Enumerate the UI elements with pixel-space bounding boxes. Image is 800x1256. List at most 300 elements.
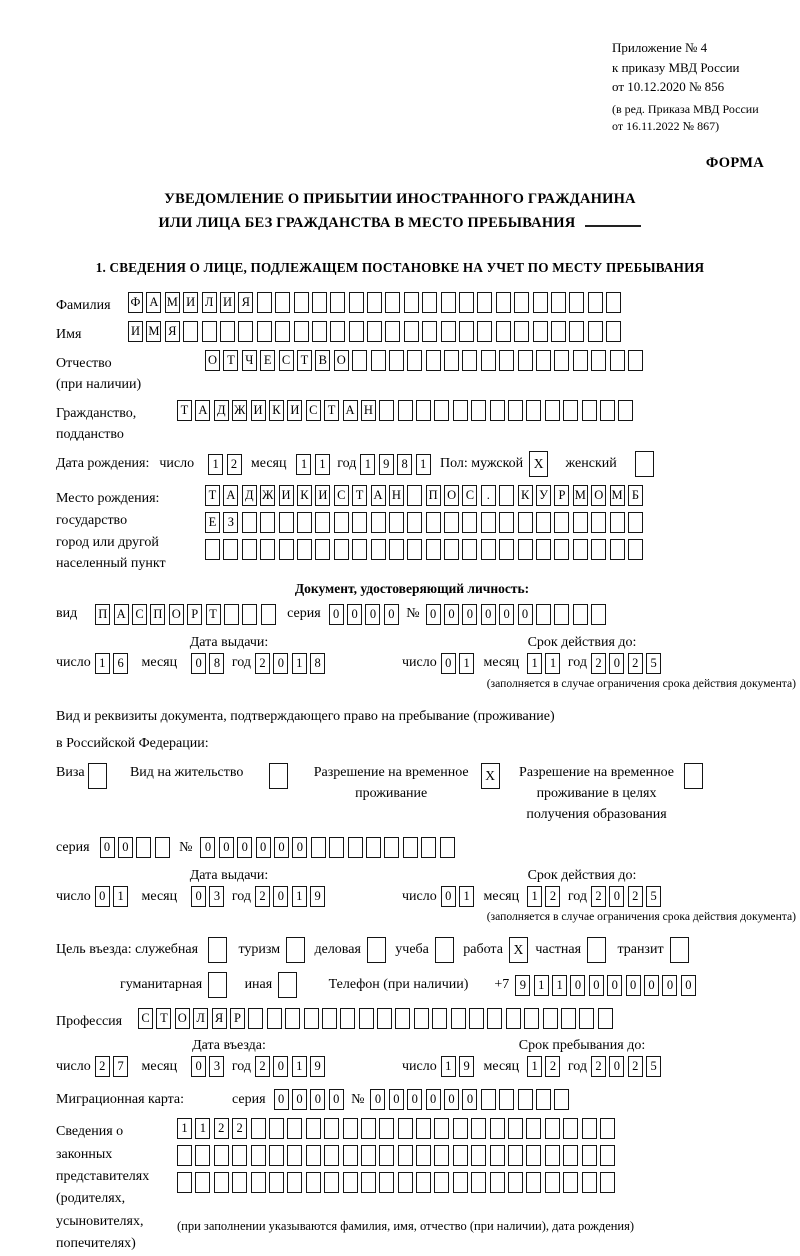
char-cell[interactable]: Н — [361, 400, 376, 421]
char-cell[interactable] — [543, 1008, 558, 1029]
char-cell[interactable]: 2 — [255, 653, 270, 674]
char-cell[interactable] — [329, 837, 344, 858]
char-cell[interactable] — [324, 1145, 339, 1166]
purpose-tourism-checkbox[interactable] — [286, 937, 308, 963]
char-cell[interactable] — [343, 1172, 358, 1193]
char-cell[interactable] — [389, 350, 404, 371]
char-cell[interactable] — [462, 539, 477, 560]
char-cell[interactable] — [444, 350, 459, 371]
char-cell[interactable] — [628, 512, 643, 533]
char-cell[interactable]: М — [165, 292, 180, 313]
char-cell[interactable] — [294, 292, 309, 313]
char-cell[interactable] — [195, 1145, 210, 1166]
char-cell[interactable]: Е — [205, 512, 220, 533]
char-cell[interactable] — [471, 1172, 486, 1193]
char-cell[interactable]: Р — [230, 1008, 245, 1029]
char-cell[interactable] — [490, 400, 505, 421]
char-cell[interactable] — [260, 539, 275, 560]
char-cell[interactable]: 2 — [545, 1056, 560, 1077]
char-cell[interactable]: 0 — [100, 837, 115, 858]
char-cell[interactable] — [371, 512, 386, 533]
char-cell[interactable]: 1 — [441, 1056, 456, 1077]
char-cell[interactable] — [573, 539, 588, 560]
char-cell[interactable]: 0 — [609, 653, 624, 674]
char-cell[interactable]: 0 — [426, 604, 441, 625]
char-cell[interactable] — [573, 604, 588, 625]
char-cell[interactable]: М — [573, 485, 588, 506]
char-cell[interactable]: С — [462, 485, 477, 506]
representatives-row3-boxes[interactable] — [177, 1172, 634, 1193]
char-cell[interactable] — [269, 1118, 284, 1139]
char-cell[interactable] — [499, 1089, 514, 1110]
char-cell[interactable]: 5 — [646, 886, 661, 907]
char-cell[interactable] — [389, 512, 404, 533]
char-cell[interactable] — [269, 763, 288, 789]
char-cell[interactable] — [600, 400, 615, 421]
char-cell[interactable] — [606, 292, 621, 313]
char-cell[interactable]: X — [529, 451, 548, 477]
char-cell[interactable] — [600, 1172, 615, 1193]
char-cell[interactable]: О — [169, 604, 184, 625]
char-cell[interactable] — [407, 512, 422, 533]
char-cell[interactable]: 0 — [237, 837, 252, 858]
char-cell[interactable]: 2 — [214, 1118, 229, 1139]
char-cell[interactable] — [385, 321, 400, 342]
char-cell[interactable]: 8 — [310, 653, 325, 674]
char-cell[interactable] — [208, 937, 227, 963]
char-cell[interactable]: 0 — [389, 1089, 404, 1110]
char-cell[interactable] — [177, 1145, 192, 1166]
char-cell[interactable] — [404, 321, 419, 342]
char-cell[interactable] — [518, 512, 533, 533]
stay-day-boxes[interactable] — [441, 1056, 478, 1077]
char-cell[interactable]: 0 — [441, 886, 456, 907]
char-cell[interactable]: 1 — [459, 886, 474, 907]
char-cell[interactable] — [518, 1089, 533, 1110]
char-cell[interactable]: Я — [238, 292, 253, 313]
char-cell[interactable] — [238, 321, 253, 342]
char-cell[interactable] — [569, 321, 584, 342]
char-cell[interactable] — [518, 350, 533, 371]
doc-number-boxes[interactable] — [426, 604, 610, 625]
char-cell[interactable] — [367, 292, 382, 313]
char-cell[interactable]: 0 — [444, 604, 459, 625]
char-cell[interactable]: 2 — [545, 886, 560, 907]
char-cell[interactable] — [379, 1145, 394, 1166]
char-cell[interactable]: 2 — [95, 1056, 110, 1077]
char-cell[interactable] — [379, 400, 394, 421]
char-cell[interactable]: 9 — [379, 454, 394, 475]
char-cell[interactable]: 0 — [292, 837, 307, 858]
char-cell[interactable]: С — [132, 604, 147, 625]
char-cell[interactable] — [573, 512, 588, 533]
char-cell[interactable] — [285, 1008, 300, 1029]
char-cell[interactable]: 0 — [365, 604, 380, 625]
char-cell[interactable]: 1 — [95, 653, 110, 674]
doc-valid-year-boxes[interactable] — [591, 653, 665, 674]
char-cell[interactable] — [275, 292, 290, 313]
char-cell[interactable] — [462, 512, 477, 533]
char-cell[interactable]: О — [205, 350, 220, 371]
char-cell[interactable] — [251, 1145, 266, 1166]
char-cell[interactable] — [462, 350, 477, 371]
char-cell[interactable] — [508, 1172, 523, 1193]
citizenship-boxes[interactable] — [177, 400, 637, 421]
char-cell[interactable] — [453, 1145, 468, 1166]
char-cell[interactable] — [477, 292, 492, 313]
char-cell[interactable]: М — [610, 485, 625, 506]
char-cell[interactable]: Т — [297, 350, 312, 371]
char-cell[interactable] — [257, 321, 272, 342]
char-cell[interactable]: 0 — [609, 886, 624, 907]
char-cell[interactable] — [257, 292, 272, 313]
char-cell[interactable]: 0 — [310, 1089, 325, 1110]
char-cell[interactable] — [545, 400, 560, 421]
char-cell[interactable] — [496, 321, 511, 342]
char-cell[interactable]: И — [220, 292, 235, 313]
permit-number-boxes[interactable] — [200, 837, 457, 858]
char-cell[interactable]: 0 — [370, 1089, 385, 1110]
char-cell[interactable] — [591, 350, 606, 371]
char-cell[interactable]: Т — [324, 400, 339, 421]
char-cell[interactable] — [361, 1118, 376, 1139]
char-cell[interactable] — [324, 1118, 339, 1139]
char-cell[interactable] — [403, 837, 418, 858]
char-cell[interactable]: 1 — [292, 653, 307, 674]
char-cell[interactable]: И — [128, 321, 143, 342]
char-cell[interactable]: П — [150, 604, 165, 625]
char-cell[interactable]: С — [279, 350, 294, 371]
char-cell[interactable]: А — [343, 400, 358, 421]
char-cell[interactable]: Ч — [242, 350, 257, 371]
char-cell[interactable] — [426, 350, 441, 371]
char-cell[interactable]: И — [287, 400, 302, 421]
char-cell[interactable]: 2 — [591, 653, 606, 674]
char-cell[interactable] — [343, 1145, 358, 1166]
char-cell[interactable] — [261, 604, 276, 625]
char-cell[interactable]: 2 — [255, 1056, 270, 1077]
char-cell[interactable] — [278, 972, 297, 998]
char-cell[interactable] — [330, 321, 345, 342]
char-cell[interactable] — [398, 400, 413, 421]
char-cell[interactable]: 0 — [95, 886, 110, 907]
char-cell[interactable]: О — [444, 485, 459, 506]
entry-day-boxes[interactable] — [95, 1056, 132, 1077]
doc-issue-month-boxes[interactable] — [191, 653, 228, 674]
char-cell[interactable]: X — [509, 937, 528, 963]
mig-number-boxes[interactable] — [370, 1089, 572, 1110]
purpose-business-checkbox[interactable] — [367, 937, 389, 963]
char-cell[interactable]: 0 — [441, 653, 456, 674]
purpose-private-checkbox[interactable] — [587, 937, 609, 963]
char-cell[interactable]: 1 — [195, 1118, 210, 1139]
char-cell[interactable] — [377, 1008, 392, 1029]
char-cell[interactable]: 1 — [527, 653, 542, 674]
char-cell[interactable]: 1 — [208, 454, 223, 475]
char-cell[interactable] — [670, 937, 689, 963]
char-cell[interactable]: 9 — [515, 975, 530, 996]
char-cell[interactable]: 2 — [591, 886, 606, 907]
char-cell[interactable] — [453, 400, 468, 421]
char-cell[interactable]: 0 — [191, 1056, 206, 1077]
char-cell[interactable] — [451, 1008, 466, 1029]
char-cell[interactable] — [248, 1008, 263, 1029]
char-cell[interactable] — [348, 837, 363, 858]
char-cell[interactable]: О — [175, 1008, 190, 1029]
purpose-humanitarian-checkbox[interactable] — [208, 972, 230, 998]
char-cell[interactable] — [481, 1089, 496, 1110]
char-cell[interactable] — [349, 292, 364, 313]
char-cell[interactable]: И — [251, 400, 266, 421]
char-cell[interactable]: 0 — [481, 604, 496, 625]
char-cell[interactable] — [582, 1172, 597, 1193]
char-cell[interactable] — [426, 512, 441, 533]
purpose-official-checkbox[interactable] — [208, 937, 230, 963]
char-cell[interactable]: 1 — [296, 454, 311, 475]
char-cell[interactable] — [311, 837, 326, 858]
char-cell[interactable]: 0 — [274, 1089, 289, 1110]
char-cell[interactable] — [582, 1145, 597, 1166]
char-cell[interactable]: 7 — [113, 1056, 128, 1077]
char-cell[interactable] — [205, 539, 220, 560]
char-cell[interactable] — [481, 512, 496, 533]
char-cell[interactable]: 0 — [407, 1089, 422, 1110]
char-cell[interactable]: 0 — [607, 975, 622, 996]
permit-valid-day-boxes[interactable] — [441, 886, 478, 907]
visa-checkbox[interactable] — [88, 763, 110, 789]
char-cell[interactable]: 9 — [310, 886, 325, 907]
char-cell[interactable]: 0 — [329, 1089, 344, 1110]
char-cell[interactable]: 0 — [589, 975, 604, 996]
char-cell[interactable] — [514, 321, 529, 342]
char-cell[interactable]: Н — [389, 485, 404, 506]
char-cell[interactable] — [684, 763, 703, 789]
char-cell[interactable]: 0 — [609, 1056, 624, 1077]
char-cell[interactable] — [155, 837, 170, 858]
char-cell[interactable] — [395, 1008, 410, 1029]
birth-place-row2-boxes[interactable] — [205, 512, 646, 533]
char-cell[interactable]: Т — [206, 604, 221, 625]
char-cell[interactable] — [536, 512, 551, 533]
char-cell[interactable] — [524, 1008, 539, 1029]
char-cell[interactable] — [367, 937, 386, 963]
char-cell[interactable] — [136, 837, 151, 858]
char-cell[interactable] — [499, 485, 514, 506]
char-cell[interactable] — [551, 321, 566, 342]
char-cell[interactable] — [416, 1172, 431, 1193]
char-cell[interactable] — [294, 321, 309, 342]
char-cell[interactable]: А — [146, 292, 161, 313]
char-cell[interactable] — [563, 1145, 578, 1166]
char-cell[interactable]: И — [183, 292, 198, 313]
char-cell[interactable] — [490, 1118, 505, 1139]
char-cell[interactable]: Т — [177, 400, 192, 421]
char-cell[interactable] — [251, 1118, 266, 1139]
char-cell[interactable] — [214, 1172, 229, 1193]
char-cell[interactable] — [536, 604, 551, 625]
char-cell[interactable] — [366, 837, 381, 858]
char-cell[interactable] — [561, 1008, 576, 1029]
char-cell[interactable] — [398, 1172, 413, 1193]
char-cell[interactable]: 0 — [191, 653, 206, 674]
char-cell[interactable] — [398, 1118, 413, 1139]
char-cell[interactable] — [340, 1008, 355, 1029]
char-cell[interactable] — [587, 937, 606, 963]
char-cell[interactable] — [315, 512, 330, 533]
char-cell[interactable] — [610, 512, 625, 533]
edu-permit-checkbox[interactable] — [684, 763, 706, 789]
char-cell[interactable] — [232, 1145, 247, 1166]
char-cell[interactable] — [514, 292, 529, 313]
char-cell[interactable] — [334, 539, 349, 560]
char-cell[interactable] — [361, 1145, 376, 1166]
char-cell[interactable] — [306, 1172, 321, 1193]
char-cell[interactable]: И — [315, 485, 330, 506]
char-cell[interactable] — [591, 512, 606, 533]
char-cell[interactable]: П — [426, 485, 441, 506]
char-cell[interactable] — [545, 1172, 560, 1193]
char-cell[interactable] — [610, 350, 625, 371]
char-cell[interactable]: Л — [202, 292, 217, 313]
permit-issue-month-boxes[interactable] — [191, 886, 228, 907]
char-cell[interactable]: К — [518, 485, 533, 506]
residence-permit-checkbox[interactable] — [269, 763, 291, 789]
char-cell[interactable]: С — [138, 1008, 153, 1029]
char-cell[interactable]: Д — [242, 485, 257, 506]
char-cell[interactable] — [269, 1145, 284, 1166]
char-cell[interactable]: О — [591, 485, 606, 506]
char-cell[interactable] — [306, 1145, 321, 1166]
char-cell[interactable] — [224, 604, 239, 625]
char-cell[interactable] — [379, 1172, 394, 1193]
char-cell[interactable] — [481, 539, 496, 560]
char-cell[interactable] — [304, 1008, 319, 1029]
char-cell[interactable] — [554, 604, 569, 625]
char-cell[interactable] — [526, 1172, 541, 1193]
stay-month-boxes[interactable] — [527, 1056, 564, 1077]
char-cell[interactable] — [628, 350, 643, 371]
char-cell[interactable]: К — [297, 485, 312, 506]
char-cell[interactable] — [441, 292, 456, 313]
char-cell[interactable]: Р — [554, 485, 569, 506]
mig-series-boxes[interactable] — [274, 1089, 348, 1110]
char-cell[interactable] — [536, 539, 551, 560]
char-cell[interactable] — [286, 937, 305, 963]
char-cell[interactable]: 0 — [273, 653, 288, 674]
char-cell[interactable] — [551, 292, 566, 313]
char-cell[interactable]: 0 — [644, 975, 659, 996]
char-cell[interactable] — [471, 1145, 486, 1166]
char-cell[interactable] — [183, 321, 198, 342]
char-cell[interactable] — [444, 512, 459, 533]
char-cell[interactable] — [398, 1145, 413, 1166]
char-cell[interactable]: 0 — [273, 886, 288, 907]
char-cell[interactable]: 0 — [200, 837, 215, 858]
char-cell[interactable]: С — [306, 400, 321, 421]
char-cell[interactable] — [440, 837, 455, 858]
char-cell[interactable] — [279, 539, 294, 560]
entry-year-boxes[interactable] — [255, 1056, 329, 1077]
permit-issue-year-boxes[interactable] — [255, 886, 329, 907]
char-cell[interactable] — [407, 485, 422, 506]
char-cell[interactable]: 0 — [681, 975, 696, 996]
char-cell[interactable]: К — [269, 400, 284, 421]
char-cell[interactable] — [598, 1008, 613, 1029]
char-cell[interactable] — [269, 1172, 284, 1193]
char-cell[interactable] — [554, 539, 569, 560]
char-cell[interactable]: 0 — [444, 1089, 459, 1110]
char-cell[interactable] — [563, 1118, 578, 1139]
char-cell[interactable] — [533, 292, 548, 313]
char-cell[interactable] — [487, 1008, 502, 1029]
char-cell[interactable]: И — [279, 485, 294, 506]
char-cell[interactable] — [499, 350, 514, 371]
char-cell[interactable]: 0 — [662, 975, 677, 996]
char-cell[interactable] — [588, 321, 603, 342]
char-cell[interactable] — [251, 1172, 266, 1193]
surname-boxes[interactable] — [128, 292, 625, 313]
char-cell[interactable] — [434, 1145, 449, 1166]
char-cell[interactable]: 1 — [416, 454, 431, 475]
char-cell[interactable] — [287, 1118, 302, 1139]
char-cell[interactable] — [367, 321, 382, 342]
char-cell[interactable]: 0 — [329, 604, 344, 625]
char-cell[interactable]: Ж — [260, 485, 275, 506]
char-cell[interactable] — [459, 321, 474, 342]
char-cell[interactable] — [426, 539, 441, 560]
char-cell[interactable] — [435, 937, 454, 963]
char-cell[interactable] — [359, 1008, 374, 1029]
char-cell[interactable] — [453, 1118, 468, 1139]
char-cell[interactable]: 1 — [315, 454, 330, 475]
char-cell[interactable]: 8 — [209, 653, 224, 674]
temp-permit-checkbox[interactable] — [481, 763, 503, 789]
char-cell[interactable] — [361, 1172, 376, 1193]
char-cell[interactable] — [591, 539, 606, 560]
char-cell[interactable] — [349, 321, 364, 342]
char-cell[interactable] — [490, 1172, 505, 1193]
char-cell[interactable]: 0 — [426, 1089, 441, 1110]
char-cell[interactable] — [434, 1118, 449, 1139]
representatives-row1-boxes[interactable] — [177, 1118, 634, 1139]
char-cell[interactable]: 9 — [459, 1056, 474, 1077]
char-cell[interactable] — [275, 321, 290, 342]
char-cell[interactable]: 2 — [255, 886, 270, 907]
char-cell[interactable]: 5 — [646, 653, 661, 674]
char-cell[interactable] — [635, 451, 654, 477]
char-cell[interactable] — [223, 539, 238, 560]
char-cell[interactable] — [242, 604, 257, 625]
char-cell[interactable]: 0 — [274, 837, 289, 858]
char-cell[interactable] — [496, 292, 511, 313]
char-cell[interactable] — [506, 1008, 521, 1029]
birth-year-boxes[interactable] — [360, 454, 434, 475]
char-cell[interactable]: 0 — [219, 837, 234, 858]
char-cell[interactable] — [508, 1118, 523, 1139]
permit-series-boxes[interactable] — [100, 837, 174, 858]
char-cell[interactable] — [533, 321, 548, 342]
char-cell[interactable]: А — [371, 485, 386, 506]
doc-valid-month-boxes[interactable] — [527, 653, 564, 674]
char-cell[interactable]: 0 — [518, 604, 533, 625]
char-cell[interactable] — [579, 1008, 594, 1029]
char-cell[interactable] — [600, 1118, 615, 1139]
char-cell[interactable]: П — [95, 604, 110, 625]
char-cell[interactable] — [306, 1118, 321, 1139]
char-cell[interactable] — [563, 1172, 578, 1193]
char-cell[interactable]: З — [223, 512, 238, 533]
char-cell[interactable]: У — [536, 485, 551, 506]
